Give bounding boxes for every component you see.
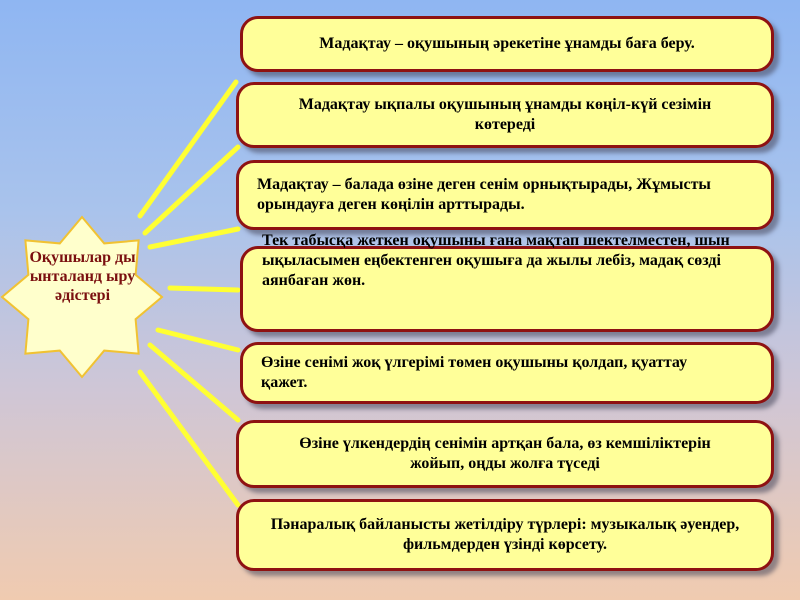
center-label: Оқушылар ды ынталанд ыру әдістері [29,249,136,304]
connector-line-7 [140,372,238,505]
connector-line-5 [158,330,238,350]
box-6-text: Өзіне үлкендердің сенімін артқан бала, өз кемшіліктерін жойып, оңды жолға түседі [299,435,711,472]
box-2 [236,82,774,148]
box-1 [240,16,774,72]
box-1-text: Мадақтау – оқушының әрекетіне ұнамды баға беру. [319,35,695,52]
box-4-text: Тек табысқа жеткен оқушыны ғана мақтап шектелместен, шын ықыласымен еңбектенген оқушыға да жылы лебіз, мадақ сөзді аянбаған жөн. [262,232,730,289]
box-7-text: Пәнаралық байланысты жетілдіру түрлері: музыкалық әуендер, фильмдерден үзінді көрсету. [270,516,740,553]
box-7 [236,499,774,571]
box-3-text: Мадақтау – балада өзіне деген сенім орнықтырады, Жұмысты орындауға деген көңілін арттырады. [257,176,711,213]
connector-line-4 [170,288,238,290]
box-3 [236,160,774,230]
center-star [0,215,165,380]
box-5 [240,342,774,404]
box-6 [236,420,774,488]
box-2-text: Мадақтау ықпалы оқушының ұнамды көңіл-күй сезімін көтереді [298,96,712,133]
box-5-text: Өзіне сенімі жоқ үлгерімі төмен оқушыны қолдап, қуаттау қажет. [261,354,688,391]
